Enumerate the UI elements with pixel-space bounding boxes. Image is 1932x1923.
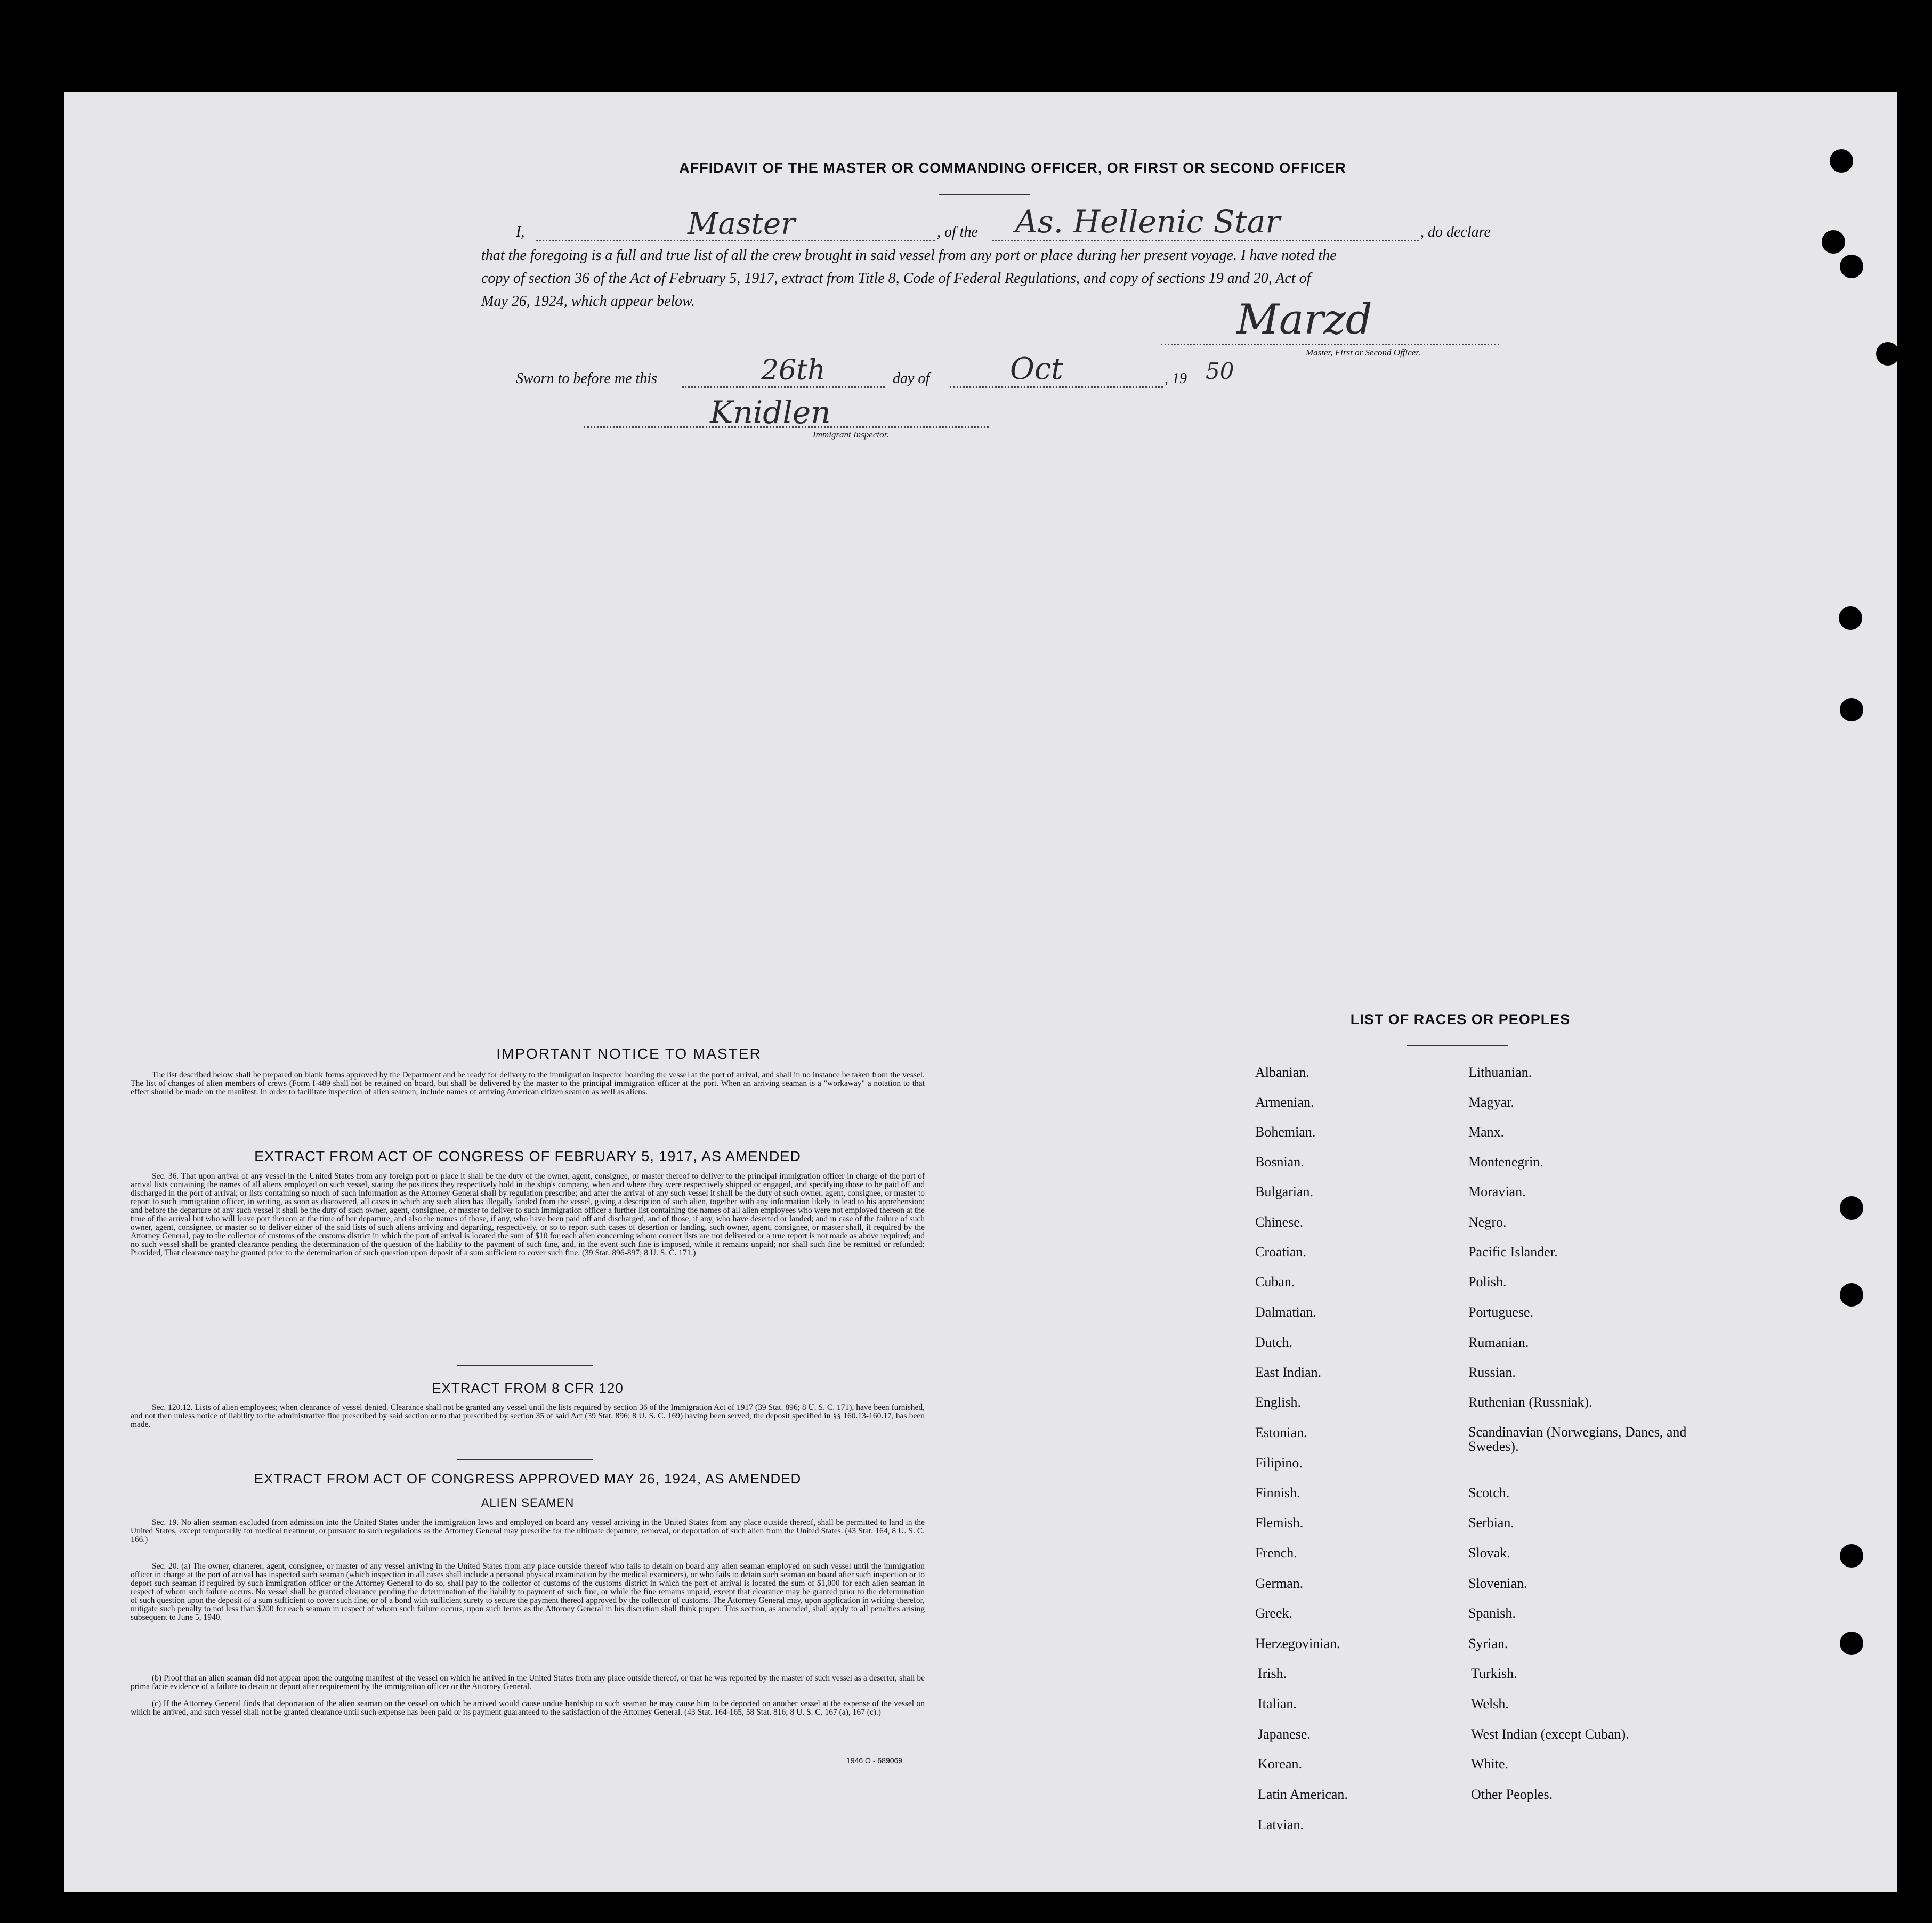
race-item: Slovenian. [1468,1576,1527,1591]
extract2-title: EXTRACT FROM 8 CFR 120 [432,1380,624,1396]
extract3-text-a: Sec. 19. No alien seaman excluded from admission into the United States under the immigration laws and employed on board any vessel arriving in the United States from any place outside thereof, shall be permitted to land in the United States, except temporarily for medical treatment, or pursuant to such regulations as the Attorney General may prescribe for the ultimate departure, removal, or deportation of such alien from the United States. (43 Stat. 164, 8 U. S. C. 166.) [131,1518,925,1544]
race-item: German. [1255,1576,1304,1591]
extract3-text-c: (b) Proof that an alien seaman did not appear upon the outgoing manifest of the vessel on which he arrived in the United States from any place outside thereof, or that he was reported by the master of such vessel as a deserter, shall be prima facie evidence of a failure to detain or deport after requirement by the immigration officer or the Attorney General. [131,1674,925,1691]
race-item: Italian. [1258,1696,1297,1711]
extract3-text-d: (c) If the Attorney General finds that deportation of the alien seaman on the vessel on which he arrived would cause undue hardship to such seaman he may cause him to be deported on another vessel at the expense of the vessel on which he arrived, and such vessel shall not be granted clearance until such expense has been paid or its payment guaranteed to the satisfaction of the Attorney General. (43 Stat. 164-165, 58 Stat. 816; 8 U. S. C. 167 (a), 167 (c).) [131,1699,925,1717]
races-title: LIST OF RACES OR PEOPLES [1350,1011,1571,1027]
punch-hole [1830,149,1853,173]
punch-hole [1839,606,1862,630]
divider [939,194,1030,195]
race-item: Irish. [1258,1666,1287,1681]
punch-hole [1840,1632,1863,1655]
signature-caption: Master, First or Second Officer. [1306,347,1421,358]
race-item: Armenian. [1255,1094,1314,1110]
race-item: English. [1255,1394,1301,1410]
race-item: Latin American. [1258,1787,1348,1802]
extract3-text-b: Sec. 20. (a) The owner, charterer, agent, consignee, or master of any vessel arriving in the United States from any place outside thereof who fails to detain on board any alien seaman employed on such vessel until the immigration officer in charge at the port of arrival has inspected such seaman (which inspection in all cases shall include a personal physical examination by the medical examiners), or who fails to detain such seaman on board after such inspection or to deport such seaman if required by such immigration officer or the Attorney General to do so, shall pay to the collector of customs of the customs district in which the port of arrival is located the sum of $1,000 for each alien seaman in respect of whom such failure occurs. No vessel shall be granted clearance pending the determination of the liability to payment of such fine, or while the fine remains unpaid, except that clearance may be granted prior to the determination of such question upon the deposit of a sum sufficient to cover such fine, or of a bond with sufficient surety to secure the payment thereof approved by the collector of customs. The Attorney General may, upon application in writing therefor, mitigate such penalty to not less than $200 for each seaman in respect of whom such failure occurs, upon such terms as the Attorney General in his discretion shall think proper. This section, as amended, shall apply to all penalties arising subsequent to June 5, 1940. [131,1562,925,1622]
punch-hole [1840,1196,1863,1220]
extract3-title: EXTRACT FROM ACT OF CONGRESS APPROVED MAY 26, 1924, AS AMENDED [254,1471,802,1487]
race-item: Albanian. [1255,1065,1309,1080]
race-item: Filipino. [1255,1455,1303,1471]
race-item: Herzegovinian. [1255,1636,1340,1651]
affidavit-title: AFFIDAVIT OF THE MASTER OR COMMANDING OFFICER, OR FIRST OR SECOND OFFICER [679,160,1346,176]
punch-hole [1840,1544,1863,1568]
race-item: Lithuanian. [1468,1065,1532,1080]
race-item: French. [1255,1545,1297,1561]
punch-hole [1840,698,1863,721]
punch-hole [1876,342,1899,366]
race-item: Korean. [1258,1756,1303,1772]
race-item: East Indian. [1255,1365,1322,1380]
divider [457,1365,593,1366]
race-item: Scotch. [1468,1485,1510,1500]
sworn-label: Sworn to before me this [516,370,657,387]
race-item: Pacific Islander. [1468,1244,1558,1260]
race-item: Croatian. [1255,1244,1307,1260]
month-line [950,386,1163,388]
race-item: Flemish. [1255,1515,1304,1530]
race-item: Turkish. [1471,1666,1517,1681]
race-item: Greek. [1255,1605,1293,1621]
race-item: Slovak. [1468,1545,1510,1561]
race-item: Scandinavian (Norwegians, Danes, and Swedes). [1468,1424,1687,1454]
punch-hole [1840,1283,1863,1307]
race-item: Portuguese. [1468,1304,1534,1320]
punch-hole [1822,230,1845,254]
print-code: 1946 O - 689069 [846,1756,903,1765]
signature-line [1161,344,1499,345]
year-handwritten: 50 [1206,358,1234,384]
inspector-caption: Immigrant Inspector. [813,429,889,440]
name-handwritten: Master [688,207,795,241]
race-item: Bohemian. [1255,1124,1316,1140]
race-item: Polish. [1468,1274,1507,1289]
inspector-signature: Knidlen [710,394,831,431]
affidavit-body-2: copy of section 36 of the Act of February 5, 1917, extract from Title 8, Code of Federal Regulations, and copy of sections 19 and 20, Act of [481,270,1311,287]
race-item: Syrian. [1468,1636,1508,1651]
of-the-label: , of the [937,224,978,240]
race-item: Manx. [1468,1124,1505,1140]
affidavit-body-3: May 26, 1924, which appear below. [481,293,695,310]
race-item: Rumanian. [1468,1335,1529,1350]
race-item: Chinese. [1255,1214,1304,1230]
divider [457,1459,593,1460]
race-item: White. [1471,1756,1509,1772]
race-item: West Indian (except Cuban). [1471,1726,1629,1742]
master-signature: Marzd [1236,296,1372,344]
i-label: I, [516,224,525,240]
notice-title: IMPORTANT NOTICE TO MASTER [496,1045,762,1062]
year-prefix: , 19 [1165,370,1187,387]
extract2-text: Sec. 120.12. Lists of alien employees; when clearance of vessel denied. Clearance shall not be granted any vessel until the lists required by section 36 of the Immigration Act of 1917 (39 Stat. 896; 8 U. S. C. 171), have been furnished, and not then unless notice of liability to the administrative fine prescribed by said section or to that prescribed by section 35 of said Act (39 Stat. 896; 8 U. S. C. 169) having been served, the deposit specified in §§ 160.13-160.17, has been made. [131,1403,925,1429]
day-line [682,386,885,388]
do-declare-label: , do declare [1420,224,1491,240]
race-item: Montenegrin. [1468,1154,1543,1170]
affidavit-body-1: that the foregoing is a full and true list of all the crew brought in said vessel from any port or place during her present voyage. I have noted the [481,247,1337,264]
race-item: Negro. [1468,1214,1507,1230]
inspector-line [584,426,989,428]
race-item: Welsh. [1471,1696,1509,1711]
divider [1407,1045,1508,1046]
extract3-subtitle: ALIEN SEAMEN [481,1496,575,1510]
extract1-text: Sec. 36. That upon arrival of any vessel in the United States from any foreign port or place it shall be the duty of the owner, agent, consignee, or master thereof to deliver to the principal immigration officer in charge of the port of arrival lists containing the names of all aliens employed on such vessel, stating the positions they respectively hold in the ship's company, when and where they were respectively shipped or engaged, and specifying those to be paid off and discharged in the port of arrival; or lists containing so much of such information as the Attorney General shall by regulation prescribe; and after the arrival of any such vessel it shall be the duty of such owner, agent, consignee, or master to report to such immigration officer, in writing, as soon as discovered, all cases in which any such alien has illegally landed from the vessel, giving a description of such alien, together with any information likely to lead to his apprehension; and before the departure of any such vessel it shall be the duty of such owner, agent, consignee, or master to deliver to such immigration officer a further list containing the names of all alien employees who were not employed thereon at the time of the arrival but who will leave port thereon at the time of her departure, and also the names of those, if any, who have been paid off and discharged, and of those, if any, who have deserted or landed; and in case of the failure of such owner, agent, consignee, or master so to deliver either of the said lists of such aliens arriving and departing, respectively, or so to report such cases of desertion or landing, such owner, agent, consignee, or master shall, if required by the Attorney General, pay to the collector of customs of the customs district in which the port of arrival is located the sum of $10 for each alien concerning whom correct lists are not delivered or a true report is not made as above required; and no such vessel shall be granted clearance pending the determination of the question of the liability to the payment of such fine, and, in the event such fine is imposed, while it remains unpaid; nor shall such fine be remitted or refunded: Provided, That clearance may be granted prior to the determination of such question upon deposit of a sum sufficient to cover such fine. (39 Stat. 896-897; 8 U. S. C. 171.) [131,1172,925,1257]
race-item: Bosnian. [1255,1154,1304,1170]
vessel-handwritten: As. Hellenic Star [1015,204,1281,240]
day-of-label: day of [893,370,930,387]
race-item: Russian. [1468,1365,1516,1380]
race-item: Japanese. [1258,1726,1311,1742]
race-item: Ruthenian (Russniak). [1468,1394,1593,1410]
race-item: Moravian. [1468,1184,1526,1199]
month-handwritten: Oct [1010,352,1063,386]
day-handwritten: 26th [761,354,826,386]
race-item: Dutch. [1255,1335,1293,1350]
vessel-line [992,240,1419,241]
race-item: Cuban. [1255,1274,1295,1289]
race-item: Finnish. [1255,1485,1300,1500]
punch-hole [1840,255,1863,278]
race-item: Magyar. [1468,1094,1514,1110]
race-item: Spanish. [1468,1605,1516,1621]
race-item: Other Peoples. [1471,1787,1553,1802]
race-item: Estonian. [1255,1425,1307,1440]
race-item: Latvian. [1258,1817,1304,1832]
extract1-title: EXTRACT FROM ACT OF CONGRESS OF FEBRUARY 5, 1917, AS AMENDED [254,1148,801,1164]
notice-text: The list described below shall be prepared on blank forms approved by the Department and be ready for delivery to the immigration inspector boarding the vessel at the port of arrival, and shall in no instance be taken from the vessel. The list of changes of alien members of crews (Form I-489 shall not be retained on board, but shall be delivered by the master to the principal immigration officer at the port. When an arriving seaman is a "workaway" a notation to that effect should be made on the manifest. In order to facilitate inspection of alien seamen, include names of arriving American citizen seamen as well as aliens. [131,1070,925,1097]
race-item: Dalmatian. [1255,1304,1316,1320]
race-item: Serbian. [1468,1515,1514,1530]
race-item: Bulgarian. [1255,1184,1314,1199]
